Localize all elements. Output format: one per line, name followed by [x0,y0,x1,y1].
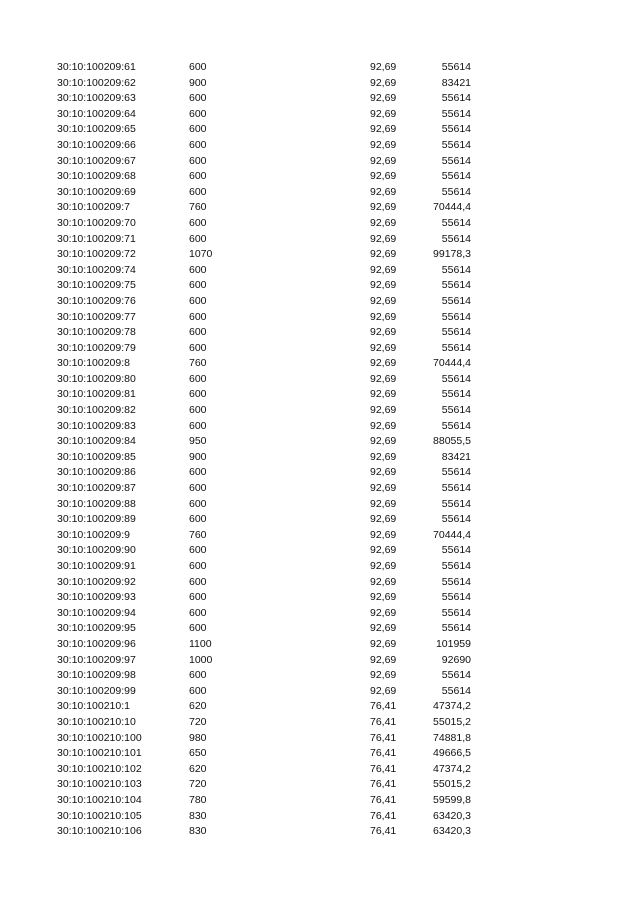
price-cell: 76,41 [370,762,397,775]
table-row [0,294,640,310]
cadastral-number-cell: 30:10:100209:94 [57,606,136,619]
total-cell: 55614 [441,482,471,495]
cadastral-number-cell: 30:10:100210:1 [57,700,130,713]
table-row [0,809,640,825]
cadastral-number-cell: 30:10:100210:101 [57,747,142,760]
table-row [0,606,640,622]
price-cell: 92,69 [370,341,397,354]
total-cell: 55614 [441,294,471,307]
total-cell: 63420,3 [433,809,471,822]
area-cell: 720 [189,715,207,728]
table-row [0,403,640,419]
cadastral-number-cell: 30:10:100209:68 [57,170,136,183]
cadastral-number-cell: 30:10:100210:100 [57,731,142,744]
price-cell: 92,69 [370,482,397,495]
cadastral-number-cell: 30:10:100209:9 [57,528,130,541]
area-cell: 600 [189,123,207,136]
total-cell: 83421 [441,76,471,89]
area-cell: 600 [189,591,207,604]
table-row [0,465,640,481]
price-cell: 92,69 [370,653,397,666]
area-cell: 900 [189,76,207,89]
area-cell: 830 [189,825,207,838]
total-cell: 55614 [441,341,471,354]
total-cell: 99178,3 [433,248,471,261]
total-cell: 55614 [441,684,471,697]
table-row [0,310,640,326]
table-row [0,387,640,403]
table-row [0,154,640,170]
table-row [0,247,640,263]
table-row [0,278,640,294]
price-cell: 92,69 [370,622,397,635]
cadastral-number-cell: 30:10:100209:78 [57,326,136,339]
table-row [0,263,640,279]
cadastral-number-cell: 30:10:100210:106 [57,825,142,838]
cadastral-number-cell: 30:10:100209:91 [57,560,136,572]
total-cell: 55614 [441,419,471,432]
price-cell: 76,41 [370,809,397,822]
total-cell: 55614 [441,575,471,588]
area-cell: 600 [189,404,207,417]
area-cell: 760 [189,357,207,370]
table-row [0,731,640,747]
area-cell: 980 [189,731,207,744]
area-cell: 1070 [189,248,213,261]
total-cell: 55614 [441,263,471,276]
cadastral-number-cell: 30:10:100210:102 [57,762,142,775]
cadastral-number-cell: 30:10:100209:85 [57,450,136,463]
total-cell: 55614 [441,170,471,183]
table-row [0,325,640,341]
table-row [0,91,640,107]
area-cell: 600 [189,138,207,151]
cadastral-number-cell: 30:10:100209:67 [57,154,136,167]
area-cell: 600 [189,669,207,682]
price-cell: 92,69 [370,107,397,120]
cadastral-number-cell: 30:10:100209:62 [57,76,136,89]
price-cell: 76,41 [370,825,397,838]
cadastral-number-cell: 30:10:100209:63 [57,92,136,105]
table-row [0,481,640,497]
total-cell: 55614 [441,560,471,572]
table-row [0,668,640,684]
area-cell: 780 [189,793,207,806]
cadastral-number-cell: 30:10:100209:89 [57,513,136,526]
table-row [0,777,640,793]
cadastral-number-cell: 30:10:100209:64 [57,107,136,120]
price-cell: 92,69 [370,185,397,198]
total-cell: 70444,4 [433,357,471,370]
total-cell: 55614 [441,669,471,682]
total-cell: 63420,3 [433,825,471,838]
area-cell: 830 [189,809,207,822]
cadastral-number-cell: 30:10:100209:75 [57,279,136,292]
area-cell: 600 [189,310,207,323]
area-cell: 600 [189,326,207,339]
table-row [0,590,640,606]
price-cell: 92,69 [370,357,397,370]
cadastral-number-cell: 30:10:100209:61 [57,61,136,73]
cadastral-number-cell: 30:10:100209:76 [57,294,136,307]
price-cell: 92,69 [370,61,397,73]
total-cell: 55614 [441,232,471,245]
cadastral-number-cell: 30:10:100209:79 [57,341,136,354]
area-cell: 650 [189,747,207,760]
table-row [0,76,640,92]
total-cell: 55614 [441,388,471,401]
total-cell: 55614 [441,92,471,105]
total-cell: 88055,5 [433,435,471,448]
table-row [0,653,640,669]
price-cell: 92,69 [370,513,397,526]
table-row [0,169,640,185]
area-cell: 600 [189,107,207,120]
table-row [0,746,640,762]
area-cell: 900 [189,450,207,463]
price-cell: 92,69 [370,404,397,417]
cadastral-number-cell: 30:10:100209:74 [57,263,136,276]
total-cell: 55015,2 [433,778,471,791]
total-cell: 55614 [441,497,471,510]
area-cell: 600 [189,294,207,307]
total-cell: 55614 [441,123,471,136]
area-cell: 600 [189,684,207,697]
price-cell: 92,69 [370,326,397,339]
price-cell: 92,69 [370,123,397,136]
table-row [0,621,640,637]
total-cell: 55614 [441,107,471,120]
cadastral-number-cell: 30:10:100209:93 [57,591,136,604]
price-cell: 92,69 [370,591,397,604]
price-cell: 76,41 [370,731,397,744]
table-row [0,512,640,528]
total-cell: 55614 [441,185,471,198]
cadastral-number-cell: 30:10:100210:103 [57,778,142,791]
price-cell: 92,69 [370,248,397,261]
table-row [0,575,640,591]
cadastral-number-cell: 30:10:100210:105 [57,809,142,822]
table-row [0,824,640,840]
total-cell: 55614 [441,606,471,619]
total-cell: 55614 [441,622,471,635]
total-cell: 47374,2 [433,762,471,775]
area-cell: 600 [189,185,207,198]
area-cell: 600 [189,263,207,276]
table-row [0,497,640,513]
cadastral-number-cell: 30:10:100209:7 [57,201,130,214]
table-row [0,434,640,450]
cadastral-number-cell: 30:10:100209:92 [57,575,136,588]
total-cell: 55614 [441,279,471,292]
cadastral-number-cell: 30:10:100209:83 [57,419,136,432]
table-row [0,122,640,138]
cadastral-number-cell: 30:10:100209:69 [57,185,136,198]
cadastral-number-cell: 30:10:100209:84 [57,435,136,448]
total-cell: 55614 [441,513,471,526]
table-row [0,450,640,466]
area-cell: 600 [189,466,207,479]
price-cell: 92,69 [370,263,397,276]
price-cell: 92,69 [370,154,397,167]
table-row [0,138,640,154]
cadastral-number-cell: 30:10:100209:99 [57,684,136,697]
total-cell: 55015,2 [433,715,471,728]
table-row [0,372,640,388]
cadastral-number-cell: 30:10:100209:71 [57,232,136,245]
total-cell: 55614 [441,404,471,417]
table-row [0,528,640,544]
cadastral-number-cell: 30:10:100210:104 [57,793,142,806]
total-cell: 47374,2 [433,700,471,713]
cadastral-number-cell: 30:10:100209:98 [57,669,136,682]
area-cell: 620 [189,762,207,775]
price-cell: 92,69 [370,669,397,682]
price-cell: 76,41 [370,778,397,791]
cadastral-number-cell: 30:10:100210:10 [57,715,136,728]
total-cell: 55614 [441,544,471,557]
price-cell: 92,69 [370,684,397,697]
price-cell: 92,69 [370,497,397,510]
area-cell: 600 [189,170,207,183]
area-cell: 760 [189,528,207,541]
total-cell: 74881,8 [433,731,471,744]
total-cell: 55614 [441,372,471,385]
price-cell: 92,69 [370,637,397,650]
total-cell: 59599,8 [433,793,471,806]
price-cell: 92,69 [370,372,397,385]
table-row [0,232,640,248]
price-cell: 92,69 [370,201,397,214]
table-row [0,200,640,216]
area-cell: 600 [189,92,207,105]
area-cell: 600 [189,482,207,495]
total-cell: 55614 [441,216,471,229]
cadastral-number-cell: 30:10:100209:95 [57,622,136,635]
price-cell: 92,69 [370,606,397,619]
table-row [0,341,640,357]
price-cell: 92,69 [370,216,397,229]
area-cell: 600 [189,513,207,526]
table-row [0,684,640,700]
area-cell: 1000 [189,653,213,666]
total-cell: 49666,5 [433,747,471,760]
price-cell: 92,69 [370,466,397,479]
cadastral-number-cell: 30:10:100209:65 [57,123,136,136]
table-row [0,60,640,76]
table-row [0,637,640,653]
area-cell: 600 [189,388,207,401]
area-cell: 600 [189,575,207,588]
area-cell: 760 [189,201,207,214]
cadastral-number-cell: 30:10:100209:77 [57,310,136,323]
price-cell: 92,69 [370,76,397,89]
price-cell: 92,69 [370,279,397,292]
cadastral-number-cell: 30:10:100209:82 [57,404,136,417]
area-cell: 600 [189,497,207,510]
price-cell: 92,69 [370,232,397,245]
cadastral-number-cell: 30:10:100209:97 [57,653,136,666]
table-row [0,216,640,232]
area-cell: 600 [189,341,207,354]
area-cell: 600 [189,372,207,385]
price-cell: 76,41 [370,747,397,760]
cadastral-number-cell: 30:10:100209:88 [57,497,136,510]
price-cell: 92,69 [370,310,397,323]
price-cell: 92,69 [370,435,397,448]
table-row [0,356,640,372]
area-cell: 600 [189,279,207,292]
price-cell: 92,69 [370,528,397,541]
area-cell: 600 [189,232,207,245]
table-row [0,543,640,559]
price-cell: 92,69 [370,138,397,151]
price-cell: 92,69 [370,388,397,401]
cadastral-number-cell: 30:10:100209:70 [57,216,136,229]
total-cell: 92690 [441,653,471,666]
total-cell: 55614 [441,310,471,323]
cadastral-number-cell: 30:10:100209:96 [57,637,136,650]
price-cell: 92,69 [370,544,397,557]
area-cell: 600 [189,622,207,635]
total-cell: 83421 [441,450,471,463]
cadastral-number-cell: 30:10:100209:86 [57,466,136,479]
area-cell: 1100 [189,637,212,650]
total-cell: 70444,4 [433,528,471,541]
area-cell: 600 [189,544,207,557]
cadastral-number-cell: 30:10:100209:8 [57,357,130,370]
total-cell: 55614 [441,466,471,479]
table-row [0,715,640,731]
area-cell: 600 [189,560,207,572]
total-cell: 55614 [441,591,471,604]
total-cell: 55614 [441,326,471,339]
area-cell: 620 [189,700,207,713]
spreadsheet-page [0,60,640,840]
price-cell: 76,41 [370,715,397,728]
area-cell: 720 [189,778,207,791]
table-row [0,419,640,435]
area-cell: 600 [189,419,207,432]
price-cell: 92,69 [370,170,397,183]
area-cell: 600 [189,61,207,73]
total-cell: 70444,4 [433,201,471,214]
table-row [0,107,640,123]
table-row [0,699,640,715]
cadastral-number-cell: 30:10:100209:87 [57,482,136,495]
price-cell: 92,69 [370,450,397,463]
price-cell: 92,69 [370,575,397,588]
total-cell: 55614 [441,61,471,73]
table-row [0,793,640,809]
price-cell: 92,69 [370,560,397,572]
table-row [0,762,640,778]
price-cell: 76,41 [370,700,397,713]
cadastral-number-cell: 30:10:100209:72 [57,248,136,261]
cadastral-number-cell: 30:10:100209:80 [57,372,136,385]
price-cell: 92,69 [370,92,397,105]
cadastral-number-cell: 30:10:100209:90 [57,544,136,557]
cadastral-number-cell: 30:10:100209:66 [57,138,136,151]
total-cell: 101959 [435,637,471,650]
area-cell: 600 [189,606,207,619]
price-cell: 92,69 [370,419,397,432]
table-row [0,185,640,201]
area-cell: 600 [189,216,207,229]
cadastral-number-cell: 30:10:100209:81 [57,388,136,401]
area-cell: 950 [189,435,207,448]
area-cell: 600 [189,154,207,167]
total-cell: 55614 [441,138,471,151]
total-cell: 55614 [441,154,471,167]
price-cell: 76,41 [370,793,397,806]
price-cell: 92,69 [370,294,397,307]
table-row [0,559,640,575]
